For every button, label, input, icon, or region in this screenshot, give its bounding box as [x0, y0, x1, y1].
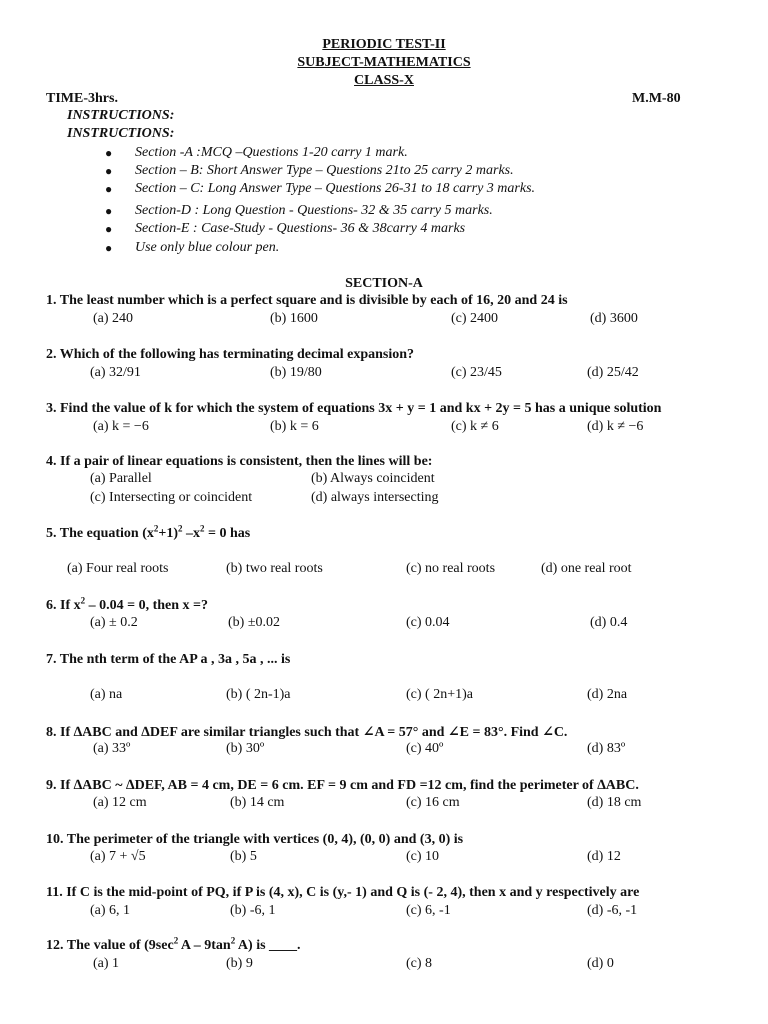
option-b: (b) 30º [226, 741, 265, 756]
option-b: (b) Always coincident [311, 471, 435, 486]
instruction-item: Section-D : Long Question - Questions- 32 & 35 carry 5 marks. [135, 203, 493, 218]
option-a: (a) 240 [93, 311, 134, 326]
instruction-item: Section-E : Case-Study - Questions- 36 & 38carry 4 marks [135, 221, 466, 236]
option-b: (b) 19/80 [270, 365, 322, 380]
option-d: (d) 3600 [590, 311, 638, 326]
instruction-item: Section – B: Short Answer Type – Questions 21to 25 carry 2 marks. [135, 163, 514, 178]
class-title: CLASS-X [354, 73, 414, 88]
option-b: (b) 1600 [270, 311, 318, 326]
question-12: 12. The value of ($9\sec^2$ A – $9\tan^2$ A) is ____. [46, 935, 301, 953]
instructions-heading-repeat: INSTRUCTIONS: [67, 126, 175, 141]
question-8: 8. If ∆ABC and ∆DEF are similar triangles such that ∠A = 57° and ∠E = 83°. Find ∠C. [46, 725, 568, 740]
option-d: (d) 0 [587, 956, 614, 971]
option-a: (a) Four real roots [67, 561, 169, 576]
option-a: (a) na [90, 687, 123, 702]
question-10: 10. The perimeter of the triangle with vertices (0, 4), (0, 0) and (3, 0) is [46, 832, 464, 847]
question-2: 2. Which of the following has terminating decimal expansion? [46, 347, 415, 362]
option-a: (a) ± 0.2 [90, 615, 138, 630]
option-d: (d) -6, -1 [587, 903, 638, 918]
option-c: (c) Intersecting or coincident [90, 490, 253, 505]
option-c: (c) 16 cm [406, 795, 460, 810]
option-b: (b) 14 cm [230, 795, 285, 810]
question-4: 4. If a pair of linear equations is consistent, then the lines will be: [46, 454, 433, 469]
option-a: (a) 33º [93, 741, 131, 756]
option-a: (a) 32/91 [90, 365, 141, 380]
option-c: (c) 6, -1 [406, 903, 451, 918]
option-d: (d) 12 [587, 849, 621, 864]
max-marks-label: M.M-80 [632, 91, 681, 106]
instruction-item: Use only blue colour pen. [135, 240, 280, 255]
option-a: (a) k = −6 [93, 419, 149, 434]
bullet-icon: ● [105, 204, 113, 218]
option-c: (c) 8 [406, 956, 433, 971]
option-b: (b) ±0.02 [228, 615, 281, 630]
question-5: 5. The equation $(x^2+1)^2$ $-x^2 = 0$ has [46, 523, 251, 541]
time-label: TIME-3hrs. [46, 91, 118, 106]
option-a: (a) 1 [93, 956, 120, 971]
instruction-item: Section – C: Long Answer Type – Questions 26-31 to 18 carry 3 marks. [135, 181, 536, 196]
test-title: PERIODIC TEST-II [322, 37, 446, 52]
bullet-icon: ● [105, 164, 113, 178]
bullet-icon: ● [105, 146, 113, 160]
option-d: (d) 18 cm [587, 795, 642, 810]
question-11: 11. If C is the mid-point of PQ, if P is (4, x), C is (y,- 1) and Q is (- 2, 4), then x and y respectively are [46, 885, 640, 900]
bullet-icon: ● [105, 241, 113, 255]
question-6: 6. If $x^2 - 0.04 = 0$, then x =? [46, 595, 209, 613]
option-c: (c) 0.04 [406, 615, 450, 630]
bullet-icon: ● [105, 222, 113, 236]
option-d: (d) 2na [587, 687, 628, 702]
question-7: 7. The nth term of the AP a , 3a , 5a , ... is [46, 652, 291, 667]
option-b: (b) two real roots [226, 561, 323, 576]
question-9: 9. If ∆ABC ~ ∆DEF, AB = 4 cm, DE = 6 cm. EF = 9 cm and FD =12 cm, find the perimeter of ∆ABC. [46, 778, 639, 793]
option-c: (c) 23/45 [451, 365, 502, 380]
subject-title: SUBJECT-MATHEMATICS [297, 55, 471, 70]
question-1: 1. The least number which is a perfect square and is divisible by each of 16, 20 and 24 is [46, 293, 568, 308]
option-d: (d) always intersecting [311, 490, 439, 505]
option-b: (b) 5 [230, 849, 257, 864]
option-c: (c) k ≠ 6 [451, 419, 499, 434]
bullet-icon: ● [105, 182, 113, 196]
question-3: 3. Find the value of k for which the system of equations 3x + y = 1 and kx + 2y = 5 has a unique solution [46, 401, 662, 416]
option-c: (c) ( 2n+1)a [406, 687, 473, 702]
option-b: (b) k = 6 [270, 419, 319, 434]
option-a: (a) 12 cm [93, 795, 147, 810]
option-b: (b) 9 [226, 956, 253, 971]
option-a: (a) 6, 1 [90, 903, 131, 918]
section-a-title: SECTION-A [345, 276, 423, 291]
option-a: (a) Parallel [90, 471, 152, 486]
instructions-heading: INSTRUCTIONS: [67, 108, 175, 123]
option-c: (c) 2400 [451, 311, 499, 326]
option-d: (d) 83º [587, 741, 626, 756]
option-c: (c) no real roots [406, 561, 496, 576]
option-d: (d) k ≠ −6 [587, 419, 644, 434]
option-b: (b) -6, 1 [230, 903, 276, 918]
option-b: (b) ( 2n-1)a [226, 687, 291, 702]
option-c: (c) 10 [406, 849, 440, 864]
option-c: (c) 40º [406, 741, 444, 756]
option-d: (d) 25/42 [587, 365, 639, 380]
option-d: (d) one real root [541, 561, 632, 576]
instruction-item: Section -A :MCQ –Questions 1-20 carry 1 mark. [135, 145, 408, 160]
option-a: (a) 7 + √5 [90, 849, 146, 864]
option-d: (d) 0.4 [590, 615, 628, 630]
